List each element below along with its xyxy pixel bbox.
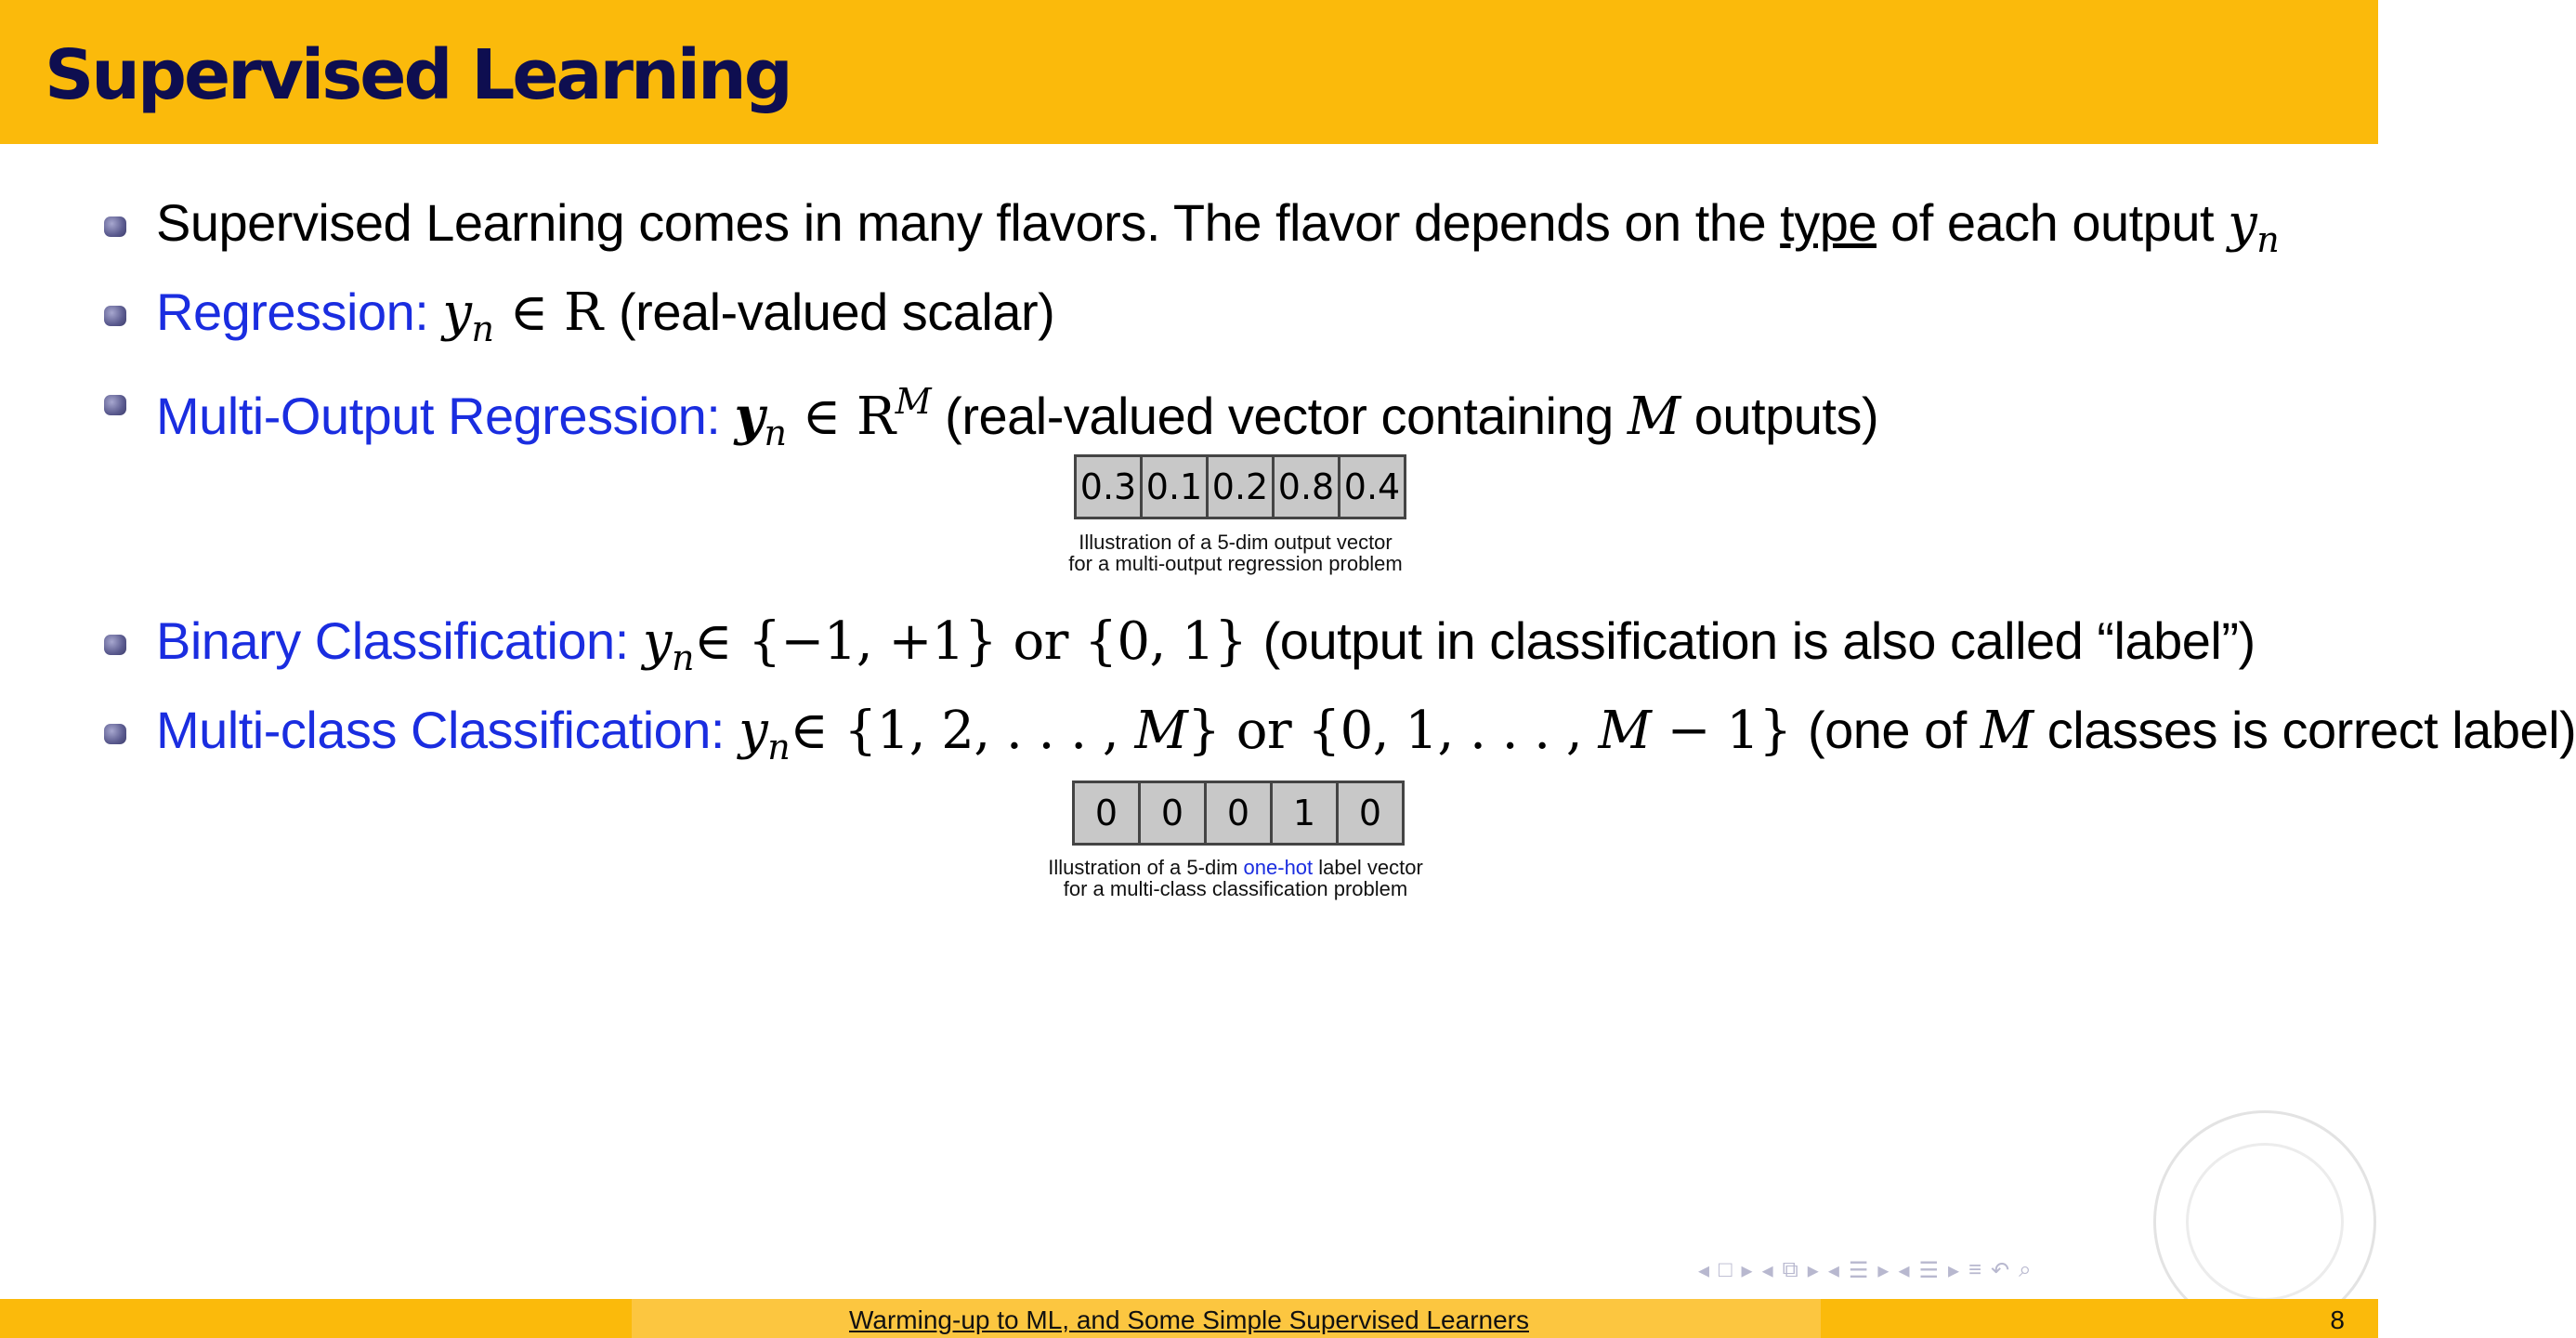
- bullet-intro-text: Supervised Learning comes in many flavors. The flavor depends on the: [156, 193, 1781, 252]
- bullet-intro: [156, 190, 2279, 272]
- nav-next-icon[interactable]: ▸: [1877, 1257, 1890, 1283]
- bullet-icon: [104, 216, 126, 237]
- one-hot-vector-caption: [1003, 857, 1468, 899]
- multi-output-label: Multi-Output Regression:: [156, 387, 721, 445]
- var-m: M: [1134, 701, 1188, 761]
- nav-prev-icon[interactable]: ◂: [1698, 1257, 1710, 1283]
- sub-n: n: [671, 637, 694, 678]
- nav-back-icon[interactable]: ↶: [1991, 1257, 2010, 1283]
- caption-line-2: for a multi-class classification problem: [1063, 877, 1408, 900]
- one-hot-vector: [1072, 780, 1405, 846]
- footer-bar: [0, 1299, 2378, 1338]
- slide-title: Supervised Learning: [45, 35, 791, 115]
- nav-section-icon[interactable]: ☰: [1848, 1257, 1869, 1283]
- caption-text: Illustration of a 5-dim: [1048, 856, 1244, 879]
- multiclass-relation-c: − 1}: [1651, 701, 1808, 761]
- caption-line-1: [1003, 857, 1468, 878]
- regression-desc: (real-valued scalar): [619, 282, 1055, 341]
- bullet-multiclass: [156, 698, 2576, 780]
- nav-subsection-icon[interactable]: ⧉: [1782, 1257, 1798, 1282]
- vector-cell: 0.8: [1272, 457, 1338, 517]
- vector-cell: 0: [1138, 783, 1204, 843]
- nav-prev-icon[interactable]: ◂: [1898, 1257, 1910, 1283]
- vector-cell: 0: [1336, 783, 1402, 843]
- binary-desc: (output in classification is also called “label”): [1262, 611, 2256, 670]
- var-m: M: [1598, 701, 1652, 761]
- bullet-multi-output: [156, 369, 1878, 466]
- multiclass-relation-b: } or {0, 1, . . . ,: [1187, 701, 1599, 761]
- bullet-icon: [104, 635, 126, 655]
- page-number: 8: [2330, 1305, 2345, 1334]
- nav-next-icon[interactable]: ▸: [1741, 1257, 1753, 1283]
- vector-cell: 0: [1094, 793, 1118, 833]
- var-y: y: [739, 701, 768, 761]
- nav-prev-icon[interactable]: ◂: [1761, 1257, 1773, 1283]
- output-vector: [1074, 454, 1406, 519]
- footer-title[interactable]: Warming-up to ML, and Some Simple Supervised Learners: [849, 1305, 1529, 1334]
- vector-cell: 0.3: [1079, 466, 1137, 507]
- vector-cell: 1: [1270, 783, 1336, 843]
- nav-next-icon[interactable]: ▸: [1807, 1257, 1819, 1283]
- nav-frame-icon[interactable]: □: [1719, 1257, 1733, 1282]
- var-y: y: [442, 282, 472, 343]
- caption-line-2: for a multi-output regression problem: [1068, 552, 1403, 575]
- caption-text-b: label vector: [1313, 856, 1423, 879]
- caption-line-1: Illustration of a 5-dim output vector: [1079, 531, 1393, 554]
- multiclass-desc: (one of: [1807, 701, 1981, 759]
- sup-m: M: [895, 381, 932, 422]
- multi-output-desc-b: outputs): [1680, 387, 1879, 445]
- multi-output-desc: (real-valued vector containing: [931, 387, 1628, 445]
- nav-section-icon[interactable]: ☰: [1918, 1257, 1939, 1283]
- regression-relation: ∈ R: [493, 282, 620, 343]
- vector-cell: 0.2: [1206, 457, 1272, 517]
- var-y-bold: y: [734, 386, 765, 447]
- var-y: y: [2228, 193, 2257, 254]
- vector-cell: 0: [1204, 783, 1270, 843]
- nav-toc-icon[interactable]: ≡: [1968, 1257, 1982, 1282]
- sub-n: n: [767, 727, 791, 767]
- bullet-intro-text-b: of each output: [1876, 193, 2229, 252]
- sub-n: n: [2256, 219, 2280, 260]
- navigation-bar: [1698, 1256, 2032, 1284]
- bullet-icon: [104, 724, 126, 744]
- underlined-type: type: [1780, 193, 1877, 252]
- binary-label: Binary Classification:: [156, 611, 629, 670]
- bullet-icon: [104, 306, 126, 326]
- bullet-binary: [156, 609, 2256, 690]
- multiclass-label: Multi-class Classification:: [156, 701, 725, 759]
- var-y: y: [642, 611, 672, 672]
- var-m: M: [1627, 387, 1680, 447]
- vector-cell: 0.4: [1338, 457, 1404, 517]
- multi-output-relation: ∈ R: [786, 387, 896, 447]
- bullet-icon: [104, 395, 126, 415]
- output-vector-caption: [1003, 531, 1468, 574]
- nav-search-icon[interactable]: ⌕: [2019, 1257, 2032, 1282]
- one-hot-highlight: one-hot: [1243, 856, 1314, 879]
- bullet-regression: [156, 280, 1054, 361]
- vector-cell: 0.1: [1140, 457, 1206, 517]
- var-m: M: [1980, 701, 2033, 761]
- seal-inner-ring: [2186, 1143, 2344, 1301]
- multiclass-relation-a: ∈ {1, 2, . . . ,: [790, 701, 1135, 761]
- regression-label: Regression:: [156, 282, 429, 341]
- sub-n: n: [471, 308, 494, 349]
- binary-relation: ∈ {−1, +1} or {0, 1}: [693, 611, 1263, 672]
- nav-prev-icon[interactable]: ◂: [1827, 1257, 1839, 1283]
- sub-n: n: [764, 413, 787, 453]
- multiclass-desc-b: classes is correct label): [2033, 701, 2576, 759]
- nav-next-icon[interactable]: ▸: [1948, 1257, 1960, 1283]
